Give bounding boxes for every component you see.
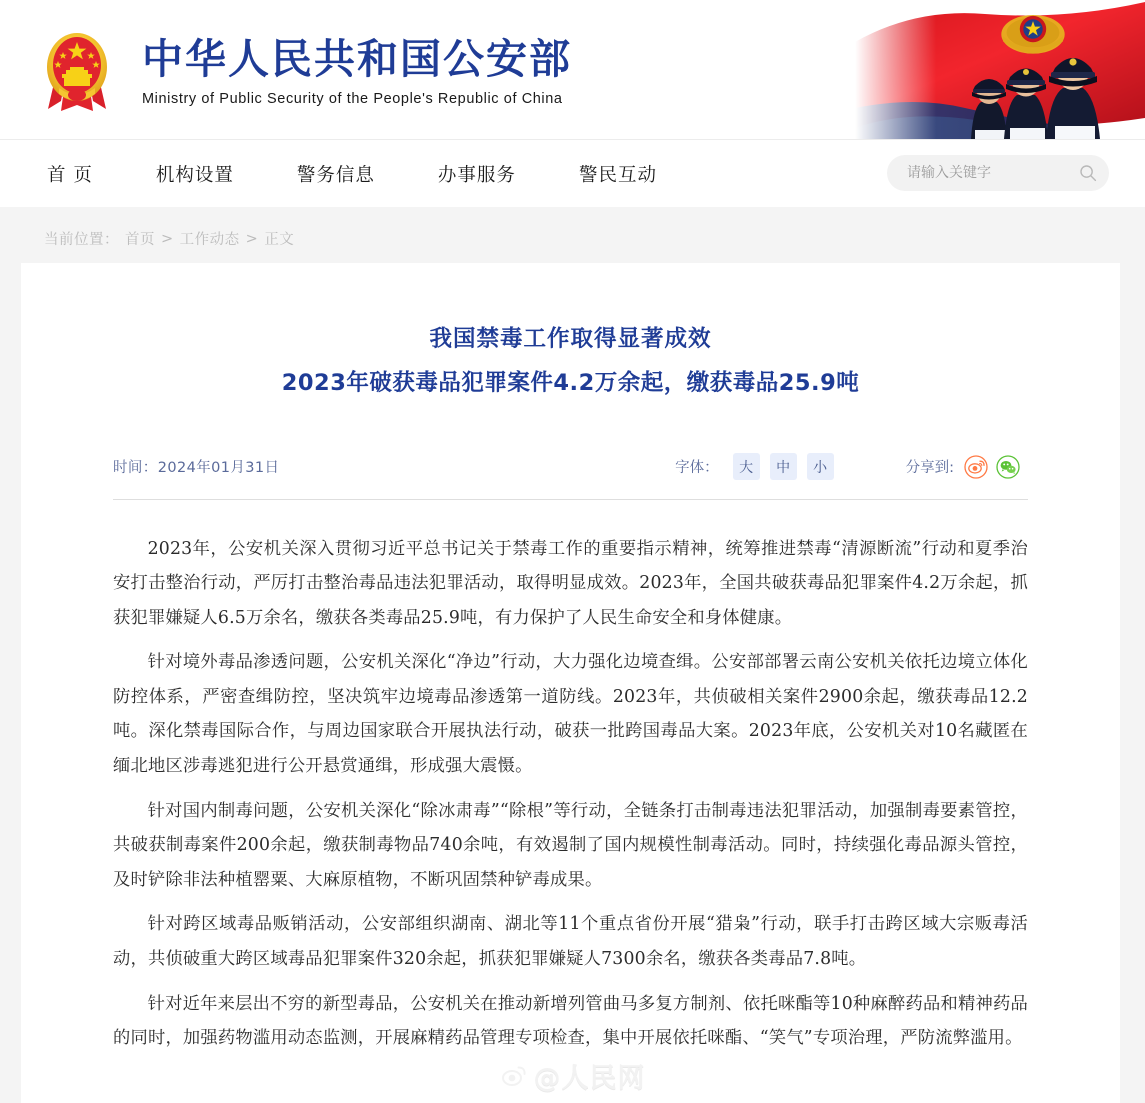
search-icon[interactable] xyxy=(1079,164,1097,182)
site-title-cn: 中华人民共和国公安部 xyxy=(142,35,572,84)
font-size-label: 字体： xyxy=(675,460,719,476)
article-date-label: 时间： xyxy=(113,460,158,476)
font-size-small-button[interactable]: 小 xyxy=(807,453,834,480)
national-emblem-icon xyxy=(34,25,120,117)
article-paragraph: 针对跨区域毒品贩销活动，公安部组织湖南、湖北等11个重点省份开展“猎枭”行动，联手打击跨区域大宗贩毒活动，共侦破重大跨区域毒品犯罪案件320余起，抓获犯罪嫌疑人7300余名，缴获各类毒品7.8吨。 xyxy=(113,914,1028,970)
article-paragraph: 针对近年来层出不穷的新型毒品，公安机关在推动新增列管曲马多复方制剂、依托咪酯等10种麻醉药品和精神药品的同时，加强药物滥用动态监测，开展麻精药品管理专项检查，集中开展依托咪酯、“笑气”专项治理，严防流弊滥用。 xyxy=(113,993,1028,1049)
breadcrumb xyxy=(44,228,294,249)
police-banner-image xyxy=(855,0,1145,139)
site-header xyxy=(0,0,1145,139)
article-body xyxy=(113,500,1028,1056)
breadcrumb-item-home[interactable]: 首页 xyxy=(125,232,155,248)
breadcrumb-separator-1: > xyxy=(161,230,174,247)
nav-item-services[interactable]: 办事服务 xyxy=(437,164,516,186)
meta-controls xyxy=(675,453,1028,480)
main-navigation xyxy=(0,139,1145,207)
article-paragraph: 针对国内制毒问题，公安机关深化“除冰肃毒”“除根”等行动，全链条打击制毒违法犯罪活动，加强制毒要素管控，共破获制毒案件200余起，缴获制毒物品740余吨，有效遏制了国内规模性制毒活动。同时，持续强化毒品源头管控，及时铲除非法种植罂粟、大麻原植物，不断巩固禁种铲毒成果。 xyxy=(113,800,1028,890)
nav-item-home[interactable]: 首 页 xyxy=(47,164,93,186)
breadcrumb-label: 当前位置： xyxy=(44,232,119,248)
weibo-share-icon[interactable] xyxy=(964,455,988,479)
breadcrumb-item-category[interactable]: 工作动态 xyxy=(179,232,240,248)
share-label: 分享到: xyxy=(905,460,954,476)
font-size-medium-button[interactable]: 中 xyxy=(770,453,797,480)
site-title-en: Ministry of Public Security of the People's Republic of China xyxy=(142,90,563,107)
article-date-value: 2024年01月31日 xyxy=(157,460,280,476)
search-input[interactable] xyxy=(905,164,1079,182)
search-box[interactable] xyxy=(887,155,1109,191)
article-card xyxy=(21,263,1120,1103)
nav-item-org[interactable]: 机构设置 xyxy=(155,164,234,186)
nav-item-police-info[interactable]: 警务信息 xyxy=(296,164,375,186)
article-meta-bar xyxy=(113,401,1028,500)
article-paragraph: 2023年，公安机关深入贯彻习近平总书记关于禁毒工作的重要指示精神，统筹推进禁毒“清源断流”行动和夏季治安打击整治行动，严厉打击整治毒品违法犯罪活动，取得明显成效。2023年，全国共破获毒品犯罪案件4.2万余起，抓获犯罪嫌疑人6.5万余名，缴获各类毒品25.9吨，有力保护了人民生命安全和身体健康。 xyxy=(113,538,1028,628)
article-paragraph: 针对境外毒品渗透问题，公安机关深化“净边”行动，大力强化边境查缉。公安部部署云南公安机关依托边境立体化防控体系，严密查缉防控，坚决筑牢边境毒品渗透第一道防线。2023年，共侦破相关案件2900余起，缴获毒品12.2吨。深化禁毒国际合作，与周边国家联合开展执法行动，破获一批跨国毒品大案。2023年底，公安机关对10名藏匿在缅北地区涉毒逃犯进行公开悬赏通缉，形成强大震慑。 xyxy=(113,652,1028,777)
wechat-share-icon[interactable] xyxy=(996,455,1020,479)
nav-item-interaction[interactable]: 警民互动 xyxy=(578,164,657,186)
site-branding xyxy=(0,0,572,139)
breadcrumb-band xyxy=(0,207,1145,270)
nav-items xyxy=(0,161,720,187)
article-date xyxy=(113,456,279,477)
page-title xyxy=(21,263,1120,401)
article-title-line-1: 我国禁毒工作取得显著成效 xyxy=(429,326,712,352)
breadcrumb-separator-2: > xyxy=(245,230,259,247)
article-title-line-2: 2023年破获毒品犯罪案件4.2万余起，缴获毒品25.9吨 xyxy=(281,369,860,396)
font-size-large-button[interactable]: 大 xyxy=(733,453,760,480)
breadcrumb-item-current: 正文 xyxy=(264,232,295,248)
share-controls xyxy=(906,455,1028,479)
font-size-controls xyxy=(675,453,844,480)
site-title-block xyxy=(142,32,572,106)
watermark-text: @人民网 xyxy=(533,1063,646,1094)
